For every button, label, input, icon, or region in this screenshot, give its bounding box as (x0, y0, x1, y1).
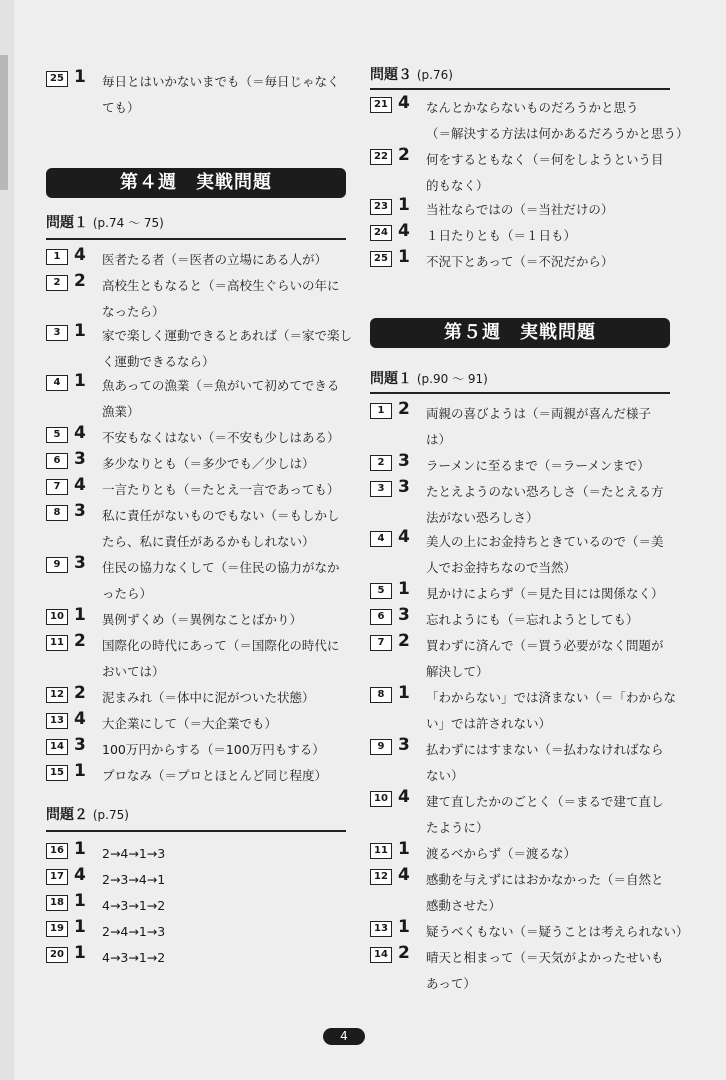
answer-line: 泥まみれ（＝体中に泥がついた状態） (102, 690, 315, 705)
answer-line: ラーメンに至るまで（＝ラーメンまで） (426, 458, 650, 473)
section-label: 問題１ (46, 215, 88, 231)
question-number: 10 (46, 609, 68, 625)
answer-line: 異例ずくめ（＝異例なことばかり） (102, 612, 303, 627)
section-label: 問題３ (370, 67, 412, 83)
answer-choice: 1 (74, 891, 86, 911)
answer-text (102, 374, 346, 426)
answer-text (102, 842, 346, 868)
answer-choice: 1 (398, 579, 410, 599)
answer-text (102, 738, 346, 764)
question-number: 16 (46, 843, 68, 859)
question-number: 18 (46, 895, 68, 911)
answer-choice: 3 (398, 735, 410, 755)
question-number: 25 (370, 251, 392, 267)
section-pages: (p.75) (92, 808, 129, 822)
answer-line: は） (426, 432, 452, 447)
answer-choice: 1 (398, 195, 410, 215)
answer-line: ても） (102, 100, 140, 115)
answer-line: 不安もなくはない（＝不安も少しはある） (102, 430, 340, 445)
answer-line: 疑うべくもない（＝疑うことは考えられない） (426, 924, 689, 939)
question-number: 20 (46, 947, 68, 963)
answer-choice: 3 (398, 477, 410, 497)
answer-choice: 2 (398, 399, 410, 419)
answer-text (426, 686, 677, 738)
question-number: 10 (370, 791, 392, 807)
answer-choice: 3 (74, 501, 86, 521)
answer-line: 住民の協力なくして（＝住民の協力がなか (102, 560, 340, 575)
answer-choice: 3 (74, 735, 86, 755)
answer-line: ったら） (102, 586, 153, 601)
answer-line: ない） (426, 768, 464, 783)
answer-choice: 1 (398, 683, 410, 703)
question-number: 4 (370, 531, 392, 547)
answer-line: 解決して） (426, 664, 489, 679)
question-number: 14 (46, 739, 68, 755)
answer-line: 多少なりとも（＝多少でも／少しは） (102, 456, 315, 471)
answer-choice: 4 (398, 93, 410, 113)
answer-line: 人でお金持ちなので当然） (426, 560, 577, 575)
answer-text (102, 274, 346, 326)
question-number: 7 (46, 479, 68, 495)
answer-line: なんとかならないものだろうかと思う (426, 100, 639, 115)
section-heading (46, 804, 129, 824)
answer-choice: 1 (74, 321, 86, 341)
answer-line: 感動させた） (426, 898, 502, 913)
answer-text (426, 738, 670, 790)
question-number: 13 (370, 921, 392, 937)
question-number: 8 (46, 505, 68, 521)
section-rule (370, 88, 670, 90)
answer-choice: 4 (74, 865, 86, 885)
answer-line: たように） (426, 820, 489, 835)
answer-line: 4→3→1→2 (102, 950, 166, 965)
answer-choice: 1 (74, 761, 86, 781)
answer-line: 2→3→4→1 (102, 872, 166, 887)
answer-text (426, 198, 670, 224)
answer-line: 大企業にして（＝大企業でも） (102, 716, 278, 731)
answer-line: 「わからない」では済まない（＝「わからな (426, 690, 677, 705)
answer-text (102, 478, 346, 504)
answer-text (102, 608, 346, 634)
section-label: 問題１ (370, 371, 412, 387)
section-heading (370, 64, 453, 84)
question-number: 11 (370, 843, 392, 859)
answer-line: （＝解決する方法は何かあるだろうかと思う） (426, 126, 689, 141)
answer-choice: 4 (74, 475, 86, 495)
section-pages: (p.90 ～ 91) (416, 372, 488, 386)
answer-choice: 4 (74, 423, 86, 443)
answer-text (102, 920, 346, 946)
answer-line: 私に責任がないものでもない（＝もしかし (102, 508, 340, 523)
answer-line: 見かけによらず（＝見た目には関係なく） (426, 586, 664, 601)
question-number: 12 (46, 687, 68, 703)
answer-line: 払わずにはすまない（＝払わなければなら (426, 742, 664, 757)
question-number: 19 (46, 921, 68, 937)
answer-choice: 4 (398, 787, 410, 807)
question-number: 22 (370, 149, 392, 165)
answer-choice: 2 (398, 145, 410, 165)
question-number: 24 (370, 225, 392, 241)
question-number: 1 (46, 249, 68, 265)
question-number: 8 (370, 687, 392, 703)
answer-choice: 2 (398, 943, 410, 963)
page-number: 4 (323, 1028, 365, 1045)
answer-text (426, 634, 670, 686)
question-number: 7 (370, 635, 392, 651)
answer-line: 忘れようにも（＝忘れようとしても） (426, 612, 639, 627)
answer-line: 的もなく） (426, 178, 489, 193)
question-number: 17 (46, 869, 68, 885)
question-number: 15 (46, 765, 68, 781)
answer-line: い」では許されない） (426, 716, 552, 731)
answer-text (426, 790, 670, 842)
section-pages: (p.76) (416, 68, 453, 82)
question-number: 2 (370, 455, 392, 471)
answer-choice: 2 (74, 271, 86, 291)
answer-choice: 1 (398, 247, 410, 267)
answer-line: 買わずに済んで（＝買う必要がなく問題が (426, 638, 664, 653)
answer-choice: 4 (398, 221, 410, 241)
week5-banner: 第５週 実戦問題 (370, 318, 670, 348)
answer-choice: 4 (74, 245, 86, 265)
answer-text (426, 582, 670, 608)
answer-line: 建て直したかのごとく（＝まるで建て直し (426, 794, 664, 809)
answer-line: 4→3→1→2 (102, 898, 166, 913)
question-number: 5 (370, 583, 392, 599)
page-edge-shadow (0, 55, 8, 190)
answer-text (426, 920, 689, 946)
answer-choice: 1 (74, 839, 86, 859)
answer-text (426, 96, 689, 148)
answer-line: 魚あっての漁業（＝魚がいて初めてできる (102, 378, 340, 393)
answer-text (102, 452, 346, 478)
answer-choice: 2 (398, 631, 410, 651)
answer-choice: 1 (74, 605, 86, 625)
answer-text (102, 946, 346, 972)
answer-choice: 3 (74, 449, 86, 469)
section-rule (46, 830, 346, 832)
answer-line: 法がない恐ろしさ） (426, 510, 539, 525)
answer-text (426, 148, 670, 200)
section-rule (370, 392, 670, 394)
answer-choice: 3 (398, 451, 410, 471)
answer-line: プロなみ（＝プロとほとんど同じ程度） (102, 768, 328, 783)
answer-text (102, 764, 346, 790)
question-number: 9 (370, 739, 392, 755)
answer-line: あって） (426, 976, 476, 991)
answer-text (102, 324, 353, 376)
question-number: 23 (370, 199, 392, 215)
section-pages: (p.74 ～ 75) (92, 216, 164, 230)
answer-line: 2→4→1→3 (102, 924, 166, 939)
answer-text (102, 556, 346, 608)
answer-line: 2→4→1→3 (102, 846, 166, 861)
answer-text (102, 712, 346, 738)
answer-line: おいては） (102, 664, 165, 679)
answer-text (426, 530, 670, 582)
answer-choice: 1 (74, 917, 86, 937)
answer-choice: 1 (398, 839, 410, 859)
question-number: 14 (370, 947, 392, 963)
question-number: 3 (370, 481, 392, 497)
answer-line: く運動できるなら） (102, 354, 215, 369)
answer-text (426, 224, 670, 250)
question-number: 12 (370, 869, 392, 885)
answer-text (102, 248, 346, 274)
question-number: 6 (370, 609, 392, 625)
answer-text (102, 686, 346, 712)
answer-text (426, 946, 670, 998)
question-number: 11 (46, 635, 68, 651)
answer-line: たら、私に責任があるかもしれない） (102, 534, 315, 549)
answer-text (102, 894, 346, 920)
answer-choice: 2 (74, 631, 86, 651)
answer-line: １日たりとも（＝１日も） (426, 228, 577, 243)
answer-text (102, 504, 346, 556)
answer-text (426, 402, 670, 454)
answer-choice: 4 (74, 709, 86, 729)
answer-line: 高校生ともなると（＝高校生ぐらいの年に (102, 278, 340, 293)
answer-choice: 2 (74, 683, 86, 703)
answer-text (102, 426, 346, 452)
answer-line: なったら） (102, 304, 165, 319)
question-number: 6 (46, 453, 68, 469)
answer-text (102, 70, 346, 122)
section-heading (46, 212, 164, 232)
answer-line: 何をするともなく（＝何をしようという目 (426, 152, 664, 167)
answer-line: 漁業） (102, 404, 140, 419)
question-number: 25 (46, 71, 68, 87)
answer-choice: 4 (398, 865, 410, 885)
answer-line: 両親の喜びようは（＝両親が喜んだ様子 (426, 406, 652, 421)
answer-line: たとえようのない恐ろしさ（＝たとえる方 (426, 484, 664, 499)
answer-line: 晴天と相まって（＝天気がよかったせいも (426, 950, 664, 965)
answer-choice: 1 (74, 943, 86, 963)
section-label: 問題２ (46, 807, 88, 823)
question-number: 13 (46, 713, 68, 729)
answer-line: 不況下とあって（＝不況だから） (426, 254, 614, 269)
answer-line: 当社ならではの（＝当社だけの） (426, 202, 614, 217)
answer-choice: 4 (398, 527, 410, 547)
answer-choice: 1 (74, 371, 86, 391)
section-rule (46, 238, 346, 240)
answer-line: 国際化の時代にあって（＝国際化の時代に (102, 638, 340, 653)
answer-line: 美人の上にお金持ちときているので（＝美 (426, 534, 664, 549)
answer-choice: 3 (74, 553, 86, 573)
answer-text (426, 250, 670, 276)
question-number: 3 (46, 325, 68, 341)
answer-text (426, 480, 670, 532)
week4-banner: 第４週 実戦問題 (46, 168, 346, 198)
answer-line: 感動を与えずにはおかなかった（＝自然と (426, 872, 664, 887)
answer-text (102, 634, 346, 686)
question-number: 21 (370, 97, 392, 113)
answer-text (426, 842, 670, 868)
answer-text (426, 454, 670, 480)
question-number: 5 (46, 427, 68, 443)
question-number: 9 (46, 557, 68, 573)
answer-text (102, 868, 346, 894)
answer-line: 100万円からする（＝100万円もする） (102, 742, 325, 757)
section-heading (370, 368, 488, 388)
answer-text (426, 868, 670, 920)
answer-text (426, 608, 670, 634)
answer-choice: 1 (74, 67, 86, 87)
question-number: 4 (46, 375, 68, 391)
question-number: 1 (370, 403, 392, 419)
answer-choice: 3 (398, 605, 410, 625)
question-number: 2 (46, 275, 68, 291)
answer-line: 家で楽しく運動できるとあれば（＝家で楽し (102, 328, 353, 343)
answer-line: 渡るべからず（＝渡るな） (426, 846, 577, 861)
answer-line: 医者たる者（＝医者の立場にある人が） (102, 252, 328, 267)
answer-line: 一言たりとも（＝たとえ一言であっても） (102, 482, 340, 497)
answer-choice: 1 (398, 917, 410, 937)
answer-line: 毎日とはいかないまでも（＝毎日じゃなく (102, 74, 340, 89)
